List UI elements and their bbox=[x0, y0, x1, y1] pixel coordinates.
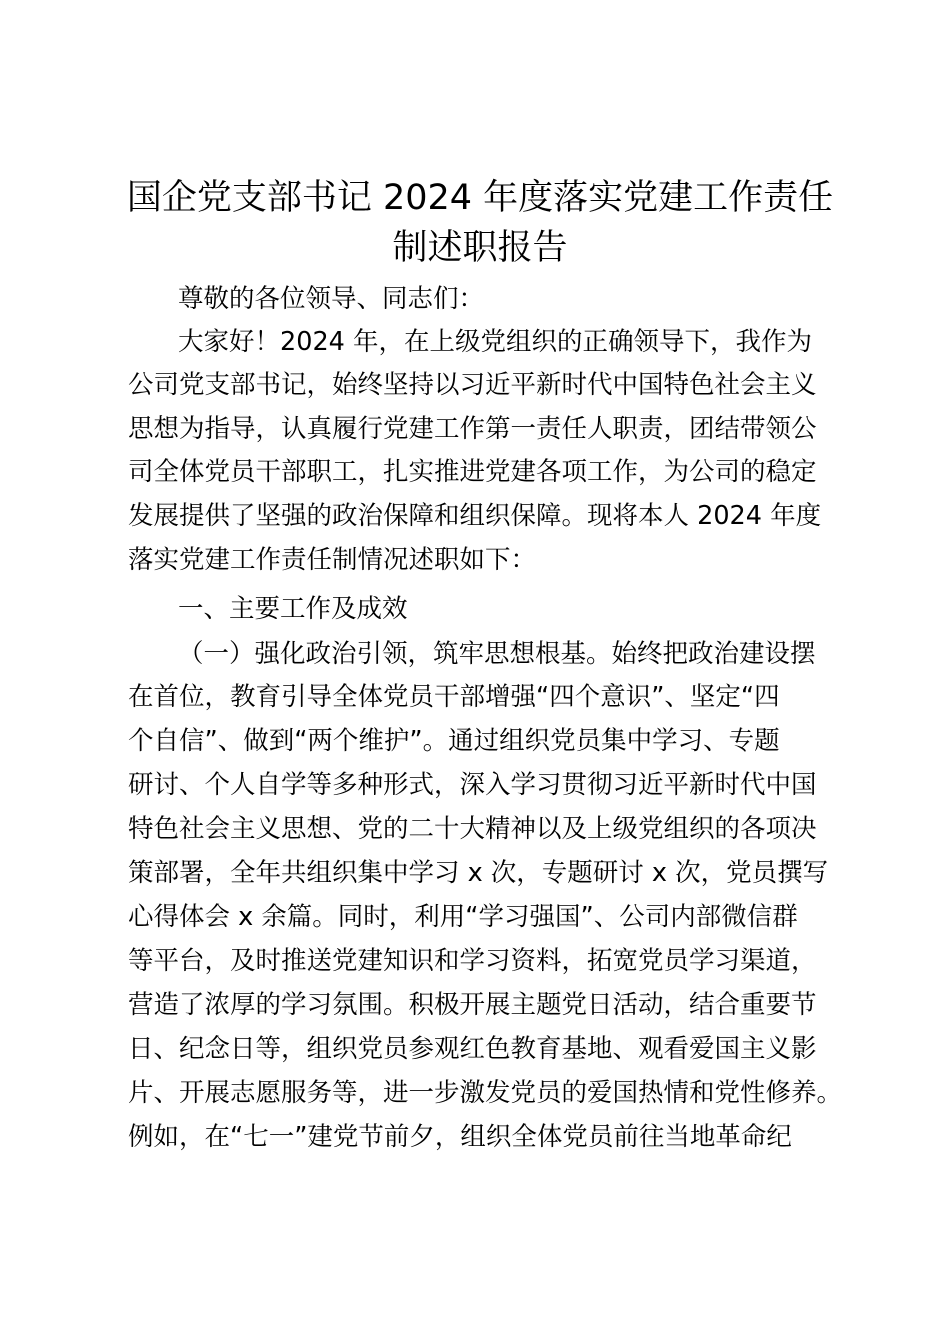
body-line: 特色社会主义思想、党的二十大精神以及上级党组织的各项决 bbox=[128, 814, 817, 844]
body-line: 公司党支部书记，始终坚持以习近平新时代中国特色社会主义 bbox=[128, 370, 817, 400]
document-title-line-2: 制述职报告 bbox=[392, 228, 568, 268]
section-heading: 一、主要工作及成效 bbox=[178, 594, 408, 624]
document-title-line-1: 国企党支部书记 2024 年度落实党建工作责任 bbox=[126, 178, 834, 218]
body-line: 片、开展志愿服务等，进一步激发党员的爱国热情和党性修养。 bbox=[128, 1078, 843, 1108]
body-line: 思想为指导，认真履行党建工作第一责任人职责，团结带领公 bbox=[128, 414, 817, 444]
body-line: 研讨、个人自学等多种形式，深入学习贯彻习近平新时代中国 bbox=[128, 770, 817, 800]
body-line: 日、纪念日等，组织党员参观红色教育基地、观看爱国主义影 bbox=[128, 1034, 817, 1064]
body-line: 例如，在“七一”建党节前夕，组织全体党员前往当地革命纪 bbox=[128, 1122, 792, 1152]
body-line: 营造了浓厚的学习氛围。积极开展主题党日活动，结合重要节 bbox=[128, 990, 817, 1020]
body-line: 司全体党员干部职工，扎实推进党建各项工作，为公司的稳定 bbox=[128, 457, 817, 487]
body-line: 发展提供了坚强的政治保障和组织保障。现将本人 2024 年度 bbox=[128, 501, 822, 531]
body-line: 等平台，及时推送党建知识和学习资料，拓宽党员学习渠道， bbox=[128, 946, 817, 976]
salutation: 尊敬的各位领导、同志们： bbox=[178, 284, 485, 314]
body-line: 心得体会 x 余篇。同时，利用“学习强国”、公司内部微信群 bbox=[128, 902, 798, 932]
body-line: 个自信”、做到“两个维护”。通过组织党员集中学习、专题 bbox=[128, 726, 780, 756]
body-line: 策部署，全年共组织集中学习 x 次，专题研讨 x 次，党员撰写 bbox=[128, 858, 829, 888]
body-line: 落实党建工作责任制情况述职如下： bbox=[128, 545, 537, 575]
body-line: 在首位，教育引导全体党员干部增强“四个意识”、坚定“四 bbox=[128, 682, 780, 712]
body-line: 大家好！2024 年，在上级党组织的正确领导下，我作为 bbox=[178, 327, 813, 357]
body-line: （一）强化政治引领，筑牢思想根基。始终把政治建设摆 bbox=[178, 639, 816, 669]
